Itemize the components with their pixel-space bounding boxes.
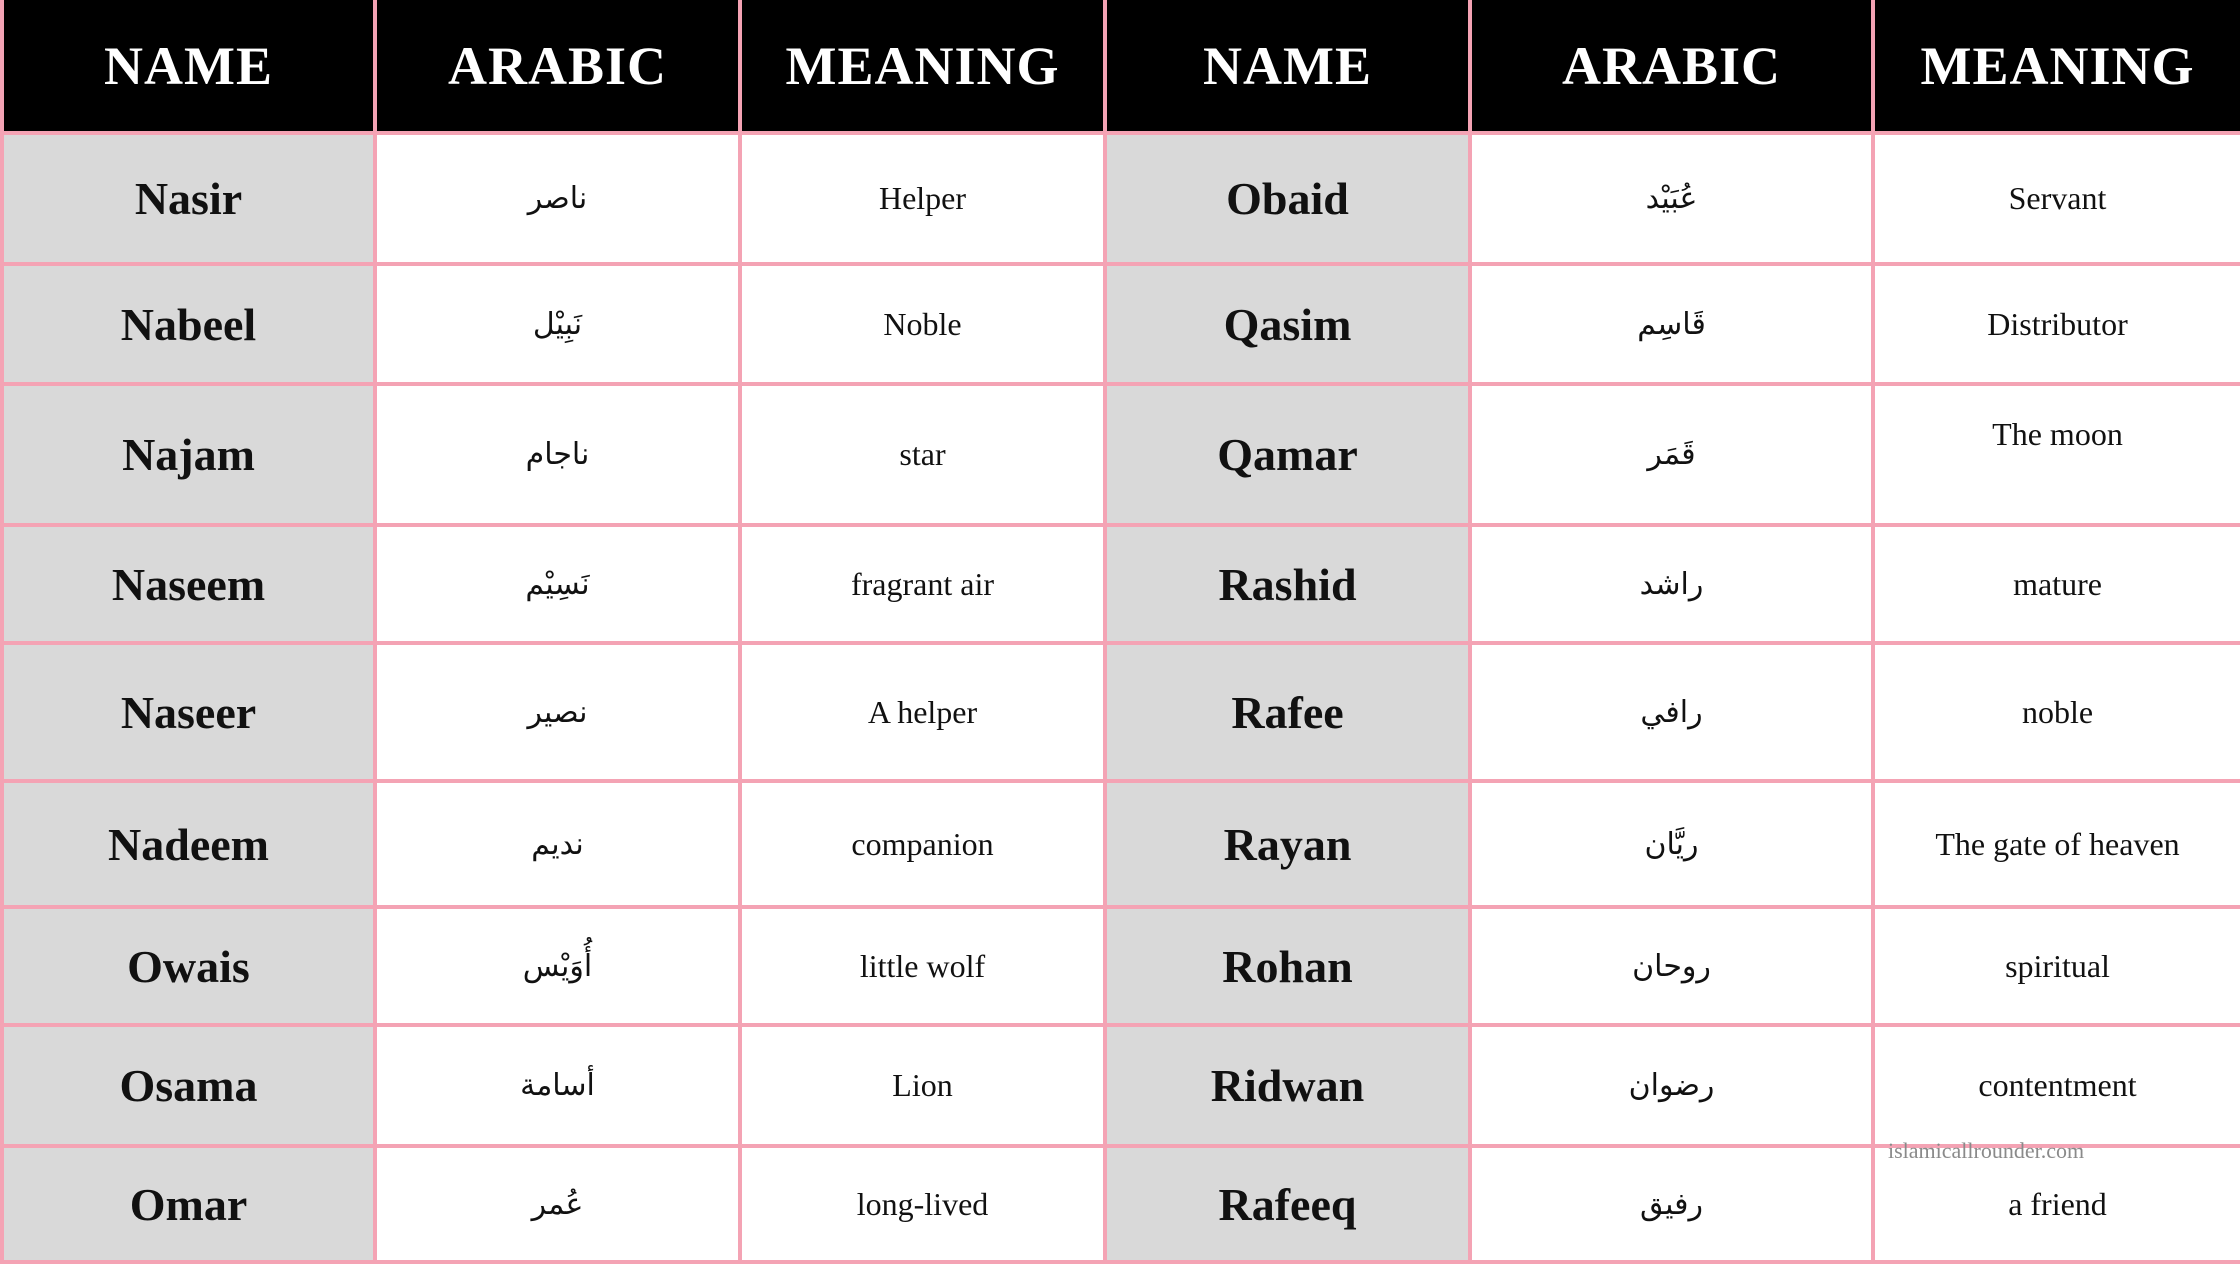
header-meaning-1: MEANING [740,0,1105,133]
meaning-cell: noble [1873,643,2240,781]
meaning-cell: Noble [740,264,1105,384]
name-cell: Omar [2,1146,375,1262]
table-row [2,781,2240,907]
meaning-cell: Distributor [1873,264,2240,384]
name-cell: Nasir [2,133,375,264]
watermark: islamicallrounder.com [1888,1138,2085,1163]
meaning-cell: The moon [1873,384,2240,525]
table-row [2,384,2240,525]
arabic-cell: قَاسِم [1470,264,1873,384]
arabic-cell: ناصر [375,133,740,264]
name-cell: Rashid [1105,525,1470,643]
name-cell: Naseer [2,643,375,781]
name-cell: Naseem [2,525,375,643]
meaning-cell: The gate of heaven [1873,781,2240,907]
header-name-2: NAME [1105,0,1470,133]
name-cell: Nabeel [2,264,375,384]
meaning-cell: Helper [740,133,1105,264]
table-row [2,525,2240,643]
arabic-cell: أسامة [375,1025,740,1146]
arabic-cell: نَبِيْل [375,264,740,384]
arabic-cell: عُمر [375,1146,740,1262]
meaning-cell: Servant [1873,133,2240,264]
name-cell: Najam [2,384,375,525]
name-cell: Nadeem [2,781,375,907]
meaning-cell: long-lived [740,1146,1105,1262]
name-cell: Owais [2,907,375,1025]
meaning-cell: spiritual [1873,907,2240,1025]
name-cell: Rafeeq [1105,1146,1470,1262]
arabic-cell: روحان [1470,907,1873,1025]
arabic-cell: قَمَر [1470,384,1873,525]
arabic-cell: رفيق [1470,1146,1873,1262]
meaning-cell: companion [740,781,1105,907]
table-row [2,133,2240,264]
name-cell: Ridwan [1105,1025,1470,1146]
name-cell: Obaid [1105,133,1470,264]
table-row [2,1025,2240,1146]
meaning-cell: mature [1873,525,2240,643]
table-row [2,264,2240,384]
arabic-cell: عُبَيْد [1470,133,1873,264]
arabic-cell: رضوان [1470,1025,1873,1146]
header-name-1: NAME [2,0,375,133]
header-row [2,0,2240,133]
table-row [2,643,2240,781]
meaning-cell: star [740,384,1105,525]
name-cell: Rayan [1105,781,1470,907]
name-cell: Rohan [1105,907,1470,1025]
arabic-cell: نَسِيْم [375,525,740,643]
meaning-cell: contentment [1873,1025,2240,1146]
header-arabic-1: ARABIC [375,0,740,133]
table-row [2,907,2240,1025]
arabic-cell: نصير [375,643,740,781]
meaning-cell: a friend [1873,1146,2240,1262]
name-cell: Qasim [1105,264,1470,384]
header-arabic-2: ARABIC [1470,0,1873,133]
meaning-cell: fragrant air [740,525,1105,643]
name-cell: Qamar [1105,384,1470,525]
header-meaning-2: MEANING [1873,0,2240,133]
arabic-cell: رافي [1470,643,1873,781]
arabic-cell: ريَّان [1470,781,1873,907]
arabic-cell: أُوَيْس [375,907,740,1025]
arabic-cell: ناجام [375,384,740,525]
arabic-cell: راشد [1470,525,1873,643]
arabic-cell: نديم [375,781,740,907]
meaning-cell: A helper [740,643,1105,781]
meaning-cell: little wolf [740,907,1105,1025]
name-cell: Osama [2,1025,375,1146]
name-cell: Rafee [1105,643,1470,781]
meaning-cell: Lion [740,1025,1105,1146]
